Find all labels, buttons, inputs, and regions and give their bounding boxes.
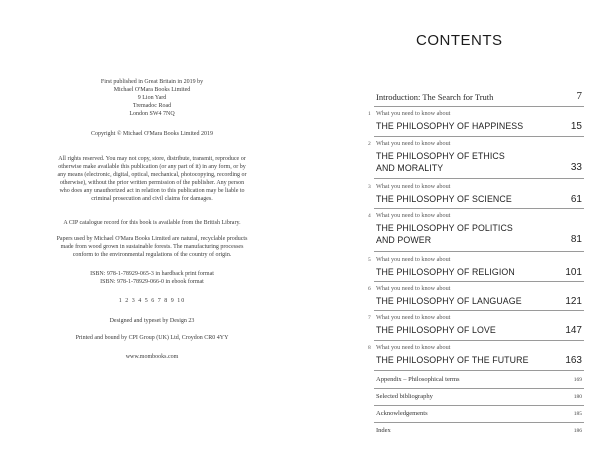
imprint-line: Michael O'Mara Books Limited xyxy=(113,87,191,93)
chapter-page-number: 15 xyxy=(570,121,582,132)
imprint-line: 9 Lion Yard xyxy=(137,95,167,101)
backmatter-label: Selected bibliography xyxy=(376,393,433,400)
backmatter-page-number: 185 xyxy=(573,411,582,417)
papers-line: Papers used by Michael O'Mara Books Limited are natural, recyclable products xyxy=(56,236,248,242)
chapter-title: THE PHILOSOPHY OF POLITICS AND POWER xyxy=(376,223,513,245)
toc-divider xyxy=(374,208,584,209)
toc-divider xyxy=(374,310,584,311)
toc-divider xyxy=(374,136,584,137)
toc-backmatter-entry[interactable] xyxy=(376,393,582,403)
toc-divider xyxy=(374,388,584,389)
chapter-kicker: What you need to know about xyxy=(376,256,451,263)
imprint-line: London SW4 7NQ xyxy=(129,111,175,117)
chapter-kicker: What you need to know about xyxy=(376,183,451,190)
contents-page xyxy=(360,0,592,460)
isbn-line: ISBN: 978-1-78929-066-0 in ebook format xyxy=(100,279,204,285)
rights-line: who does any unauthorized act in relation to this publication may be liable to xyxy=(59,188,245,194)
chapter-page-number: 163 xyxy=(565,355,582,366)
printer-credit xyxy=(24,334,280,342)
chapter-title: THE PHILOSOPHY OF HAPPINESS xyxy=(376,121,524,131)
rights-line: any means (electronic, digital, optical, mechanical, photocopying, recording or xyxy=(57,172,247,178)
design-credit xyxy=(24,317,280,325)
toc-intro-page-number: 7 xyxy=(576,90,582,102)
papers-notice xyxy=(24,235,280,259)
cip-line: A CIP catalogue record for this book is available from the British Library. xyxy=(63,220,241,226)
chapter-number: 6 xyxy=(368,286,371,292)
chapter-page-number: 121 xyxy=(565,296,582,307)
papers-line: conform to the environmental regulations of the country of origin. xyxy=(72,252,232,258)
toc-intro-label: Introduction: The Search for Truth xyxy=(376,92,494,102)
rights-line: criminal prosecution and civil claims for damages. xyxy=(91,196,213,202)
chapter-title: THE PHILOSOPHY OF RELIGION xyxy=(376,267,515,277)
chapter-page-number: 101 xyxy=(565,267,582,278)
rights-line: All rights reserved. You may not copy, store, distribute, transmit, reproduce or xyxy=(58,156,246,162)
backmatter-label: Acknowledgements xyxy=(376,410,428,417)
chapter-kicker: What you need to know about xyxy=(376,140,451,147)
backmatter-label: Appendix – Philosophical terms xyxy=(376,376,460,383)
toc-divider xyxy=(374,106,584,107)
chapter-kicker: What you need to know about xyxy=(376,110,451,117)
toc-divider xyxy=(374,405,584,406)
chapter-page-number: 61 xyxy=(570,194,582,205)
chapter-number: 2 xyxy=(368,141,371,147)
print-run-numbers xyxy=(24,297,280,305)
chapter-kicker: What you need to know about xyxy=(376,344,451,351)
isbn-line: ISBN: 978-1-78929-065-3 in hardback print format xyxy=(90,271,214,277)
website-line: www.mombooks.com xyxy=(125,354,179,360)
toc-divider xyxy=(374,251,584,252)
chapter-number: 1 xyxy=(368,111,371,117)
isbn-block xyxy=(24,270,280,286)
rights-reserved-block xyxy=(24,155,280,203)
chapter-number: 8 xyxy=(368,345,371,351)
toc-divider xyxy=(374,422,584,423)
backmatter-page-number: 180 xyxy=(573,394,582,400)
toc-divider xyxy=(374,340,584,341)
chapter-number: 4 xyxy=(368,213,371,219)
first-published-block xyxy=(24,78,280,118)
imprint-line: First published in Great Britain in 2019 by xyxy=(100,79,204,85)
toc-divider xyxy=(374,370,584,371)
design-credit-line: Designed and typeset by Design 23 xyxy=(109,318,195,324)
backmatter-label: Index xyxy=(376,427,391,434)
chapter-kicker: What you need to know about xyxy=(376,314,451,321)
backmatter-page-number: 186 xyxy=(573,428,582,434)
copyright-line: Copyright © Michael O'Mara Books Limited 2019 xyxy=(91,131,213,137)
chapter-title: THE PHILOSOPHY OF SCIENCE xyxy=(376,194,512,204)
toc-backmatter-entry[interactable] xyxy=(376,410,582,420)
chapter-title: THE PHILOSOPHY OF ETHICS AND MORALITY xyxy=(376,151,505,173)
imprint-line: Tremadoc Road xyxy=(132,103,172,109)
print-numbers-line: 1 2 3 4 5 6 7 8 9 10 xyxy=(118,298,186,304)
chapter-number: 5 xyxy=(368,257,371,263)
toc-backmatter-entry[interactable] xyxy=(376,376,582,386)
backmatter-page-number: 169 xyxy=(573,377,582,383)
chapter-page-number: 147 xyxy=(565,325,582,336)
toc-divider xyxy=(374,281,584,282)
printer-credit-line: Printed and bound by CPI Group (UK) Ltd, Croydon CR0 4YY xyxy=(75,335,229,341)
toc-intro-entry[interactable] xyxy=(376,92,582,106)
toc-divider xyxy=(374,178,584,179)
chapter-kicker: What you need to know about xyxy=(376,285,451,292)
chapter-page-number: 81 xyxy=(570,234,582,245)
contents-heading: CONTENTS xyxy=(416,32,503,49)
chapter-title: THE PHILOSOPHY OF THE FUTURE xyxy=(376,355,529,365)
papers-line: made from wood grown in sustainable forests. The manufacturing processes xyxy=(60,244,244,250)
chapter-number: 7 xyxy=(368,315,371,321)
cip-notice xyxy=(24,219,280,227)
toc-backmatter-entry[interactable] xyxy=(376,427,582,437)
chapter-title: THE PHILOSOPHY OF LANGUAGE xyxy=(376,296,522,306)
rights-line: otherwise make available this publication (or any part of it) in any form, or by xyxy=(58,164,246,170)
chapter-kicker: What you need to know about xyxy=(376,212,451,219)
chapter-page-number: 33 xyxy=(570,162,582,173)
rights-line: otherwise), without the prior written permission of the publisher. Any person xyxy=(59,180,245,186)
chapter-title: THE PHILOSOPHY OF LOVE xyxy=(376,325,496,335)
copyright-page xyxy=(24,0,284,460)
chapter-number: 3 xyxy=(368,184,371,190)
copyright-notice xyxy=(24,130,280,138)
publisher-website xyxy=(24,353,280,361)
